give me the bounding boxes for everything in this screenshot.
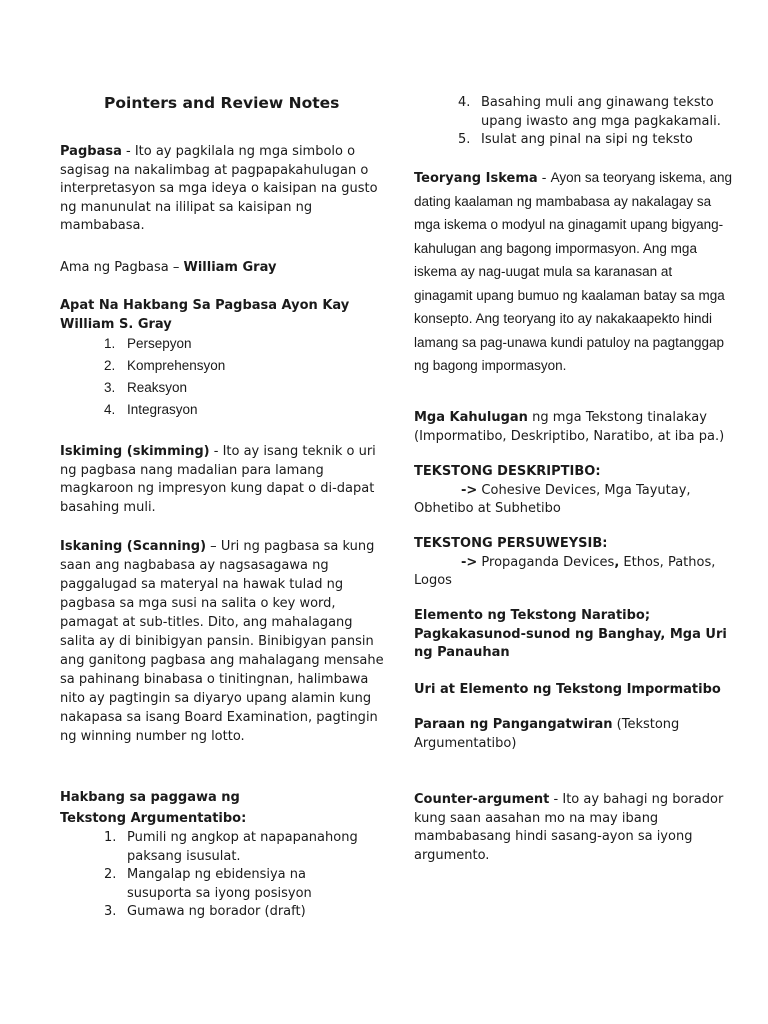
list-item: 5. Isulat ang pinal na sipi ng teksto <box>458 132 693 147</box>
kahulugan-text: ng mga Tekstong tinalakay (Impormatibo, Deskriptibo, Naratibo, at iba pa.) <box>414 410 725 444</box>
mga-kahulugan-paragraph <box>414 409 736 446</box>
arrow: -> <box>461 554 478 570</box>
page-title: Pointers and Review Notes <box>104 94 340 112</box>
persuweysib-line-2: Logos <box>414 573 452 588</box>
list-item: 3. Gumawa ng borador (draft) <box>104 904 306 919</box>
persuweysib-text: Propaganda Devices <box>477 554 615 570</box>
list-item: 2. Komprehensyon <box>104 358 226 373</box>
pangangatwiran-paragraph <box>414 716 704 753</box>
impormatibo-heading: Uri at Elemento ng Tekstong Impormatibo <box>414 682 721 697</box>
teoryang-iskema-paragraph <box>414 167 732 379</box>
deskriptibo-heading: TEKSTONG DESKRIPTIBO: <box>414 464 601 479</box>
deskriptibo-text: Cohesive Devices, Mga Tayutay, <box>477 482 691 498</box>
iskema-term: Teoryang Iskema <box>414 171 538 186</box>
list-item: 3. Reaksyon <box>104 380 188 395</box>
ama-label: Ama ng Pagbasa – <box>60 260 184 275</box>
separator: - <box>537 171 551 186</box>
iskaning-paragraph <box>60 537 390 746</box>
pagbasa-paragraph <box>60 143 390 236</box>
arrow: -> <box>461 482 478 498</box>
counter-definition: Ito ay bahagi ng borador kung saan aasahan mo na may ibang mambabasang hindi sasang-ayon sa iyong argumento. <box>414 792 724 863</box>
separator: - <box>549 792 563 807</box>
iskiming-definition: Ito ay isang teknik o uri ng pagbasa nang madalian para lamang magkaroon ng impresyon kung dapat o di-dapat basahing muli. <box>60 444 376 515</box>
list-item: 2. Mangalap ng ebidensiya na susuporta sa iyong posisyon <box>104 867 312 901</box>
separator: - <box>209 444 223 459</box>
pagbasa-definition: Ito ay pagkilala ng mga simbolo o sagisag na nakalimbag at pagpapakahulugan o interpretasyon sa mga ideya o kaisipan na gusto ng manunulat na ililipat sa kaisipan ng mambabasa. <box>60 144 378 233</box>
list-item: 4. Integrasyon <box>104 402 198 417</box>
pangangatwiran-term: Paraan ng Pangangatwiran <box>414 717 613 732</box>
counter-term: Counter-argument <box>414 792 550 807</box>
hakbang-list-continued <box>458 94 738 150</box>
pagbasa-term: Pagbasa <box>60 144 122 159</box>
hakbang-heading: Hakbang sa paggawa ng Tekstong Argumentatibo: <box>60 790 247 826</box>
deskriptibo-line <box>414 482 744 501</box>
list-item: 1. Persepyon <box>104 336 192 351</box>
kahulugan-term: Mga Kahulugan <box>414 410 528 425</box>
counter-argument-paragraph <box>414 791 726 865</box>
list-item: 4. Basahing muli ang ginawang teksto upang iwasto ang mga pagkakamali. <box>458 95 721 129</box>
persuweysib-heading: TEKSTONG PERSUWEYSIB: <box>414 536 608 551</box>
deskriptibo-line-2: Obhetibo at Subhetibo <box>414 501 561 516</box>
iskema-definition: Ayon sa teoryang iskema, ang dating kaalaman ng mambabasa ay nakalagay sa mga iskema o modyul na ginagamit upang bigyang-kahulugan ang bagong impormasyon. Ang mga iskema ay nag-uugat mula sa karanasan at ginagamit upang bumuo ng kaalaman batay sa mga konsepto. Ang teoryang ito ay nakakaapekto hindi lamang sa pag-unawa kundi patuloy na pagtanggap ng bagong impormasyon. <box>414 170 732 373</box>
persuweysib-text-b: Ethos, Pathos, <box>619 554 716 570</box>
pangangatwiran-text: (Tekstong Argumentatibo) <box>414 717 680 751</box>
hakbang-list <box>104 829 374 922</box>
apat-na-hakbang-list <box>104 333 364 421</box>
iskaning-definition: Uri ng pagbasa sa kung saan ang nagbabasa ay nagsasagawa ng paggalugad sa materyal na hawak tulad ng pagbasa sa mga susi na salita o key word, pamagat at sub-titles. Dito, ang mahalagang salita ay di binibigyan pansin. Binibigyan pansin ang ganitong pagbasa ang mahalagang mensahe sa pahinang binabasa o tinitingnan, halimbawa nito ay pagtingin sa diyaryo upang alamin kung nakapasa sa isang Board Examination, pagtingin ng winning number ng lotto. <box>60 539 384 744</box>
ama-name: William Gray <box>183 260 277 275</box>
iskaning-term: Iskaning (Scanning) <box>60 539 207 554</box>
iskiming-term: Iskiming (skimming) <box>60 444 210 459</box>
elemento-naratibo-heading: Elemento ng Tekstong Naratibo; Pagkakasunod-sunod ng Banghay, Mga Uri ng Panauhan <box>414 608 727 660</box>
iskiming-paragraph <box>60 443 390 517</box>
list-item: 1. Pumili ng angkop at napapanahong paksang isusulat. <box>104 830 358 864</box>
comma: , <box>614 554 620 570</box>
persuweysib-line <box>414 554 744 573</box>
tekstong-deskriptibo <box>414 463 744 519</box>
separator: - <box>121 144 135 159</box>
apat-na-hakbang-heading: Apat Na Hakbang Sa Pagbasa Ayon Kay William S. Gray <box>60 298 350 332</box>
separator: – <box>206 539 221 554</box>
tekstong-persuweysib <box>414 535 744 591</box>
ama-ng-pagbasa <box>60 259 390 278</box>
